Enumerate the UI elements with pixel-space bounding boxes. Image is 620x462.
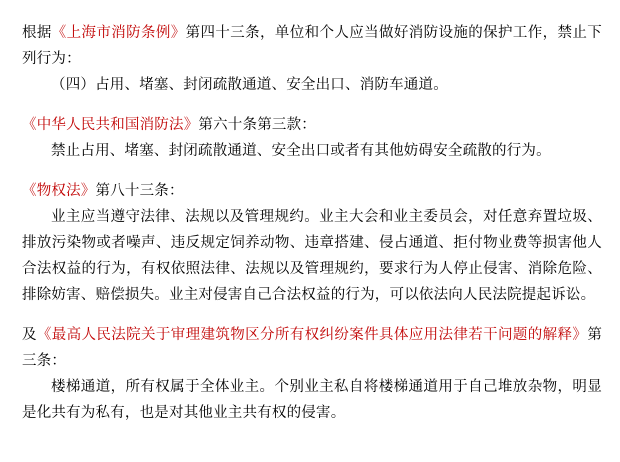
text-run: （四）占用、堵塞、封闭疏散通道、安全出口、消防车通道。	[51, 77, 448, 93]
paragraph	[22, 204, 602, 308]
section-prc-fire-law	[22, 112, 602, 164]
paragraph	[22, 72, 602, 98]
text-run: 第四十三条，单位和个人应当做好消防设施的保护工作，禁止下列行为：	[22, 25, 602, 67]
text-run: 第三条：	[22, 327, 603, 369]
paragraph	[22, 112, 602, 138]
paragraph	[22, 178, 602, 204]
paragraph	[22, 138, 602, 164]
paragraph	[22, 374, 602, 426]
paragraph	[22, 322, 602, 374]
section-shanghai-fire-regulation	[22, 20, 602, 98]
law-title: 《上海市消防条例》	[51, 25, 186, 41]
law-title: 《最高人民法院关于审理建筑物区分所有权纠纷案件具体应用法律若干问题的解释》	[36, 327, 588, 343]
text-run: 楼梯通道，所有权属于全体业主。个别业主私自将楼梯通道用于自己堆放杂物，明显是化共有为私有，也是对其他业主共有权的侵害。	[22, 379, 602, 421]
paragraph	[22, 20, 602, 72]
text-run: 及	[22, 327, 37, 343]
text-run: 第八十三条：	[95, 183, 184, 199]
text-run: 第六十条第三款：	[198, 117, 317, 133]
text-run: 根据	[22, 25, 52, 41]
text-run: 业主应当遵守法律、法规以及管理规约。业主大会和业主委员会，对任意弃置垃圾、排放污染物或者噪声、违反规定饲养动物、违章搭建、侵占通道、拒付物业费等损害他人合法权益的行为，有权依照法律、法规以及管理规约，要求行为人停止侵害、消除危险、排除妨害、赔偿损失。业主对侵害自己合法权益的行为，可以依法向人民法院提起诉讼。	[22, 209, 602, 303]
text-run: 禁止占用、堵塞、封闭疏散通道、安全出口或者有其他妨碍安全疏散的行为。	[51, 143, 551, 159]
section-property-law	[22, 178, 602, 308]
law-title: 《中华人民共和国消防法》	[22, 117, 199, 133]
section-supreme-court-interpretation	[22, 322, 602, 426]
law-title: 《物权法》	[22, 183, 96, 199]
